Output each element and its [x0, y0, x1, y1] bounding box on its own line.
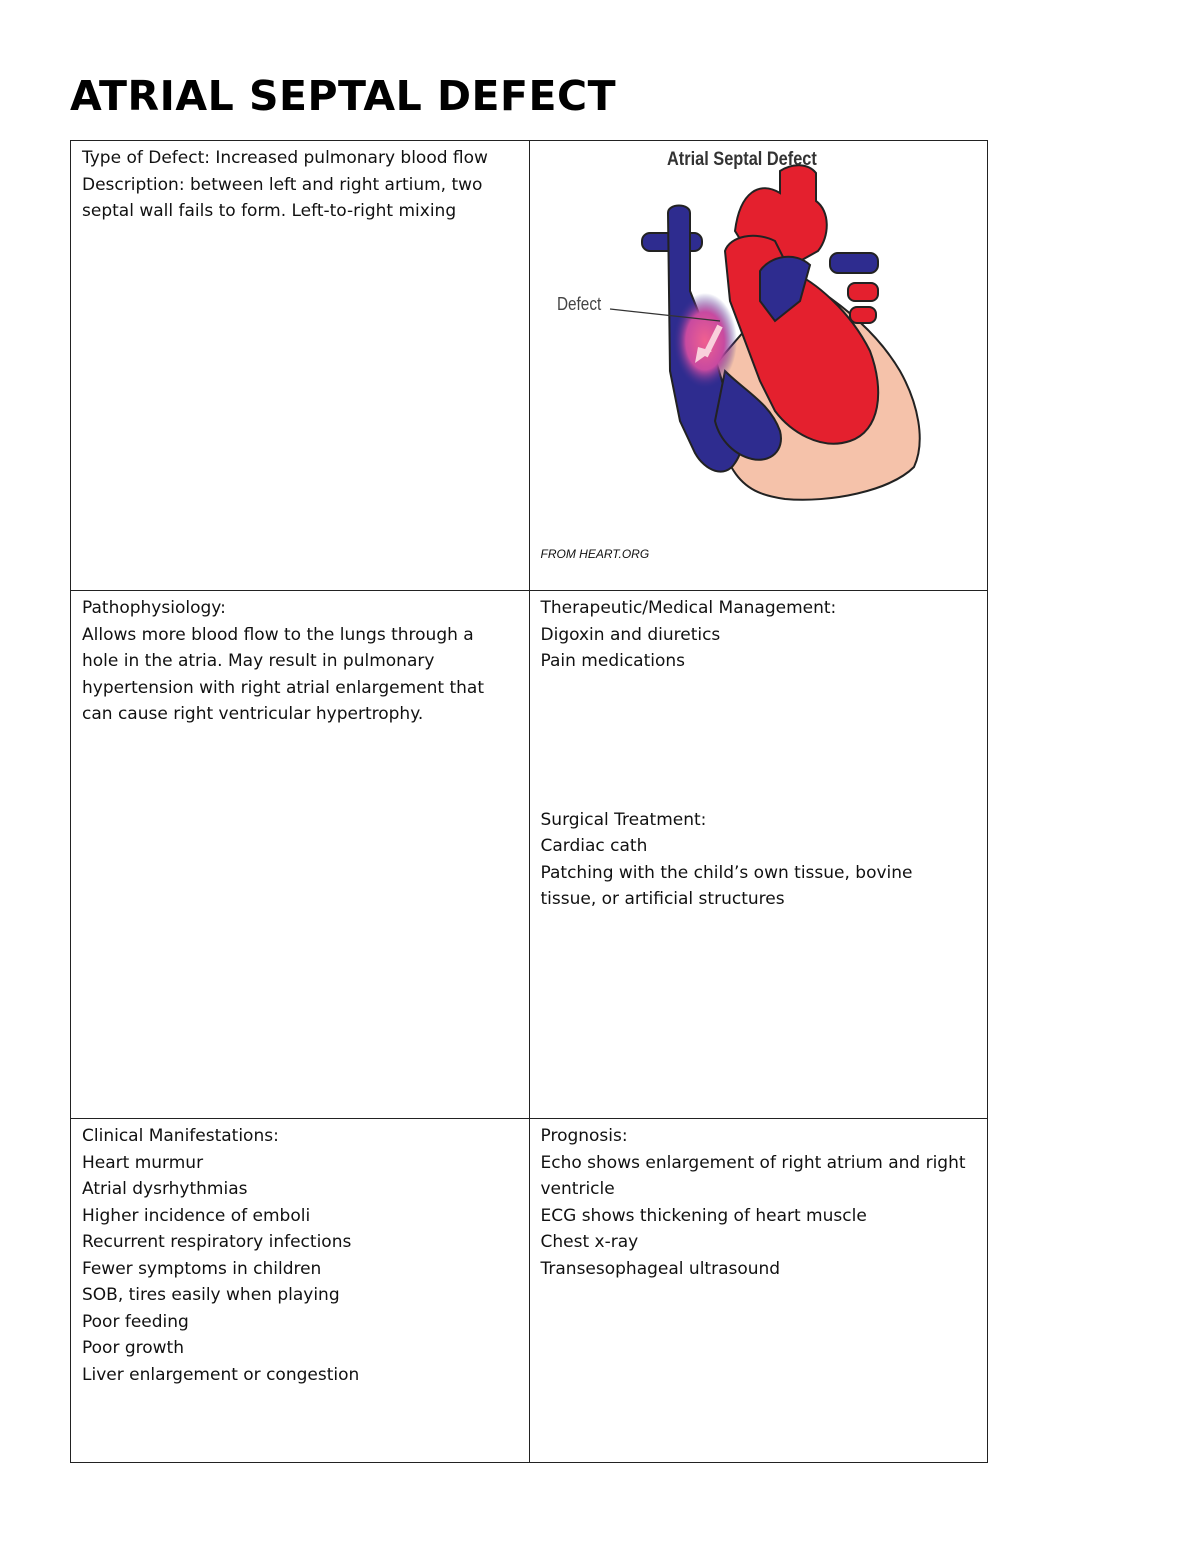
prognosis-item: Transesophageal ultrasound	[540, 1258, 781, 1279]
defect-cell	[71, 141, 530, 591]
prognosis-cell	[529, 1119, 988, 1463]
figure-cell	[529, 141, 988, 591]
clinical-item: Poor growth	[82, 1338, 184, 1358]
defect-label: Defect	[556, 294, 601, 314]
surgical-item: Cardiac cath	[540, 836, 648, 856]
clinical-heading: Clinical Manifestations:	[82, 1126, 279, 1146]
clinical-item: Poor feeding	[82, 1311, 189, 1332]
clinical-item: Fewer symptoms in children	[82, 1258, 322, 1279]
pulmonary-vein-right	[848, 283, 878, 301]
pathophysiology-line: Allows more blood flow to the lungs through a	[82, 624, 474, 645]
clinical-item: Recurrent respiratory infections	[82, 1232, 352, 1252]
spacer	[541, 675, 978, 807]
pulmonary-vein-right-2	[850, 307, 876, 323]
clinical-item: SOB, tires easily when playing	[82, 1285, 340, 1305]
surgical-heading: Surgical Treatment:	[540, 809, 707, 830]
pathophysiology-line: hole in the atria. May result in pulmonary	[82, 651, 435, 671]
pulmonary-artery-right	[830, 253, 878, 273]
figure-title: Atrial Septal Defect	[666, 149, 817, 170]
clinical-item: Atrial dysrhythmias	[82, 1179, 248, 1199]
defect-type-line: Type of Defect: Increased pulmonary blood flow	[82, 148, 488, 168]
surgical-item: tissue, or artificial structures	[540, 889, 785, 909]
clinical-item: Heart murmur	[82, 1152, 204, 1173]
defect-shunt	[673, 293, 737, 389]
prognosis-item: Echo shows enlargement of right atrium and right	[540, 1152, 966, 1173]
prognosis-heading: Prognosis:	[540, 1126, 628, 1146]
management-item: Digoxin and diuretics	[540, 624, 721, 645]
figure-credit: FROM HEART.ORG	[540, 547, 650, 561]
info-table	[70, 140, 988, 1463]
pathophysiology-line: can cause right ventricular hypertrophy.	[82, 704, 424, 724]
management-cell	[529, 591, 988, 1119]
heart-diagram	[530, 141, 986, 581]
clinical-cell	[71, 1119, 530, 1463]
page-title: ATRIAL SEPTAL DEFECT	[70, 72, 617, 120]
pathophysiology-heading: Pathophysiology:	[82, 598, 226, 618]
pathophysiology-cell	[71, 591, 530, 1119]
defect-description-line: Description: between left and right artium, two	[82, 174, 483, 195]
clinical-item: Higher incidence of emboli	[82, 1205, 311, 1226]
pathophysiology-line: hypertension with right atrial enlargement that	[82, 677, 484, 698]
defect-description-line: septal wall fails to form. Left-to-right mixing	[82, 201, 457, 221]
management-heading: Therapeutic/Medical Management:	[540, 598, 837, 618]
prognosis-item: ECG shows thickening of heart muscle	[540, 1205, 867, 1226]
clinical-item: Liver enlargement or congestion	[82, 1364, 360, 1385]
prognosis-item: Chest x-ray	[540, 1232, 639, 1252]
surgical-item: Patching with the child’s own tissue, bovine	[540, 862, 913, 883]
management-item: Pain medications	[540, 651, 686, 671]
prognosis-item: ventricle	[540, 1179, 615, 1199]
